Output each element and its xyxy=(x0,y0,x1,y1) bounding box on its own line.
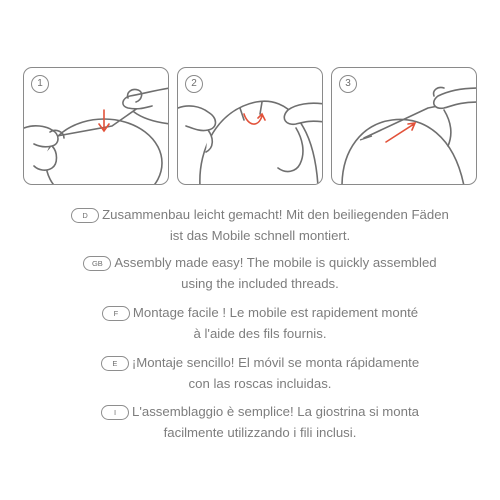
disc-shape xyxy=(342,120,464,185)
instruction-line: Assembly made easy! The mobile is quickly assembled xyxy=(114,255,437,270)
right-hand xyxy=(123,88,169,124)
instruction-line: facilmente utilizzando i fili inclusi. xyxy=(163,425,357,440)
instruction-line: à l'aide des fils fournis. xyxy=(193,326,327,341)
lang-block-de xyxy=(40,204,480,246)
left-hand xyxy=(178,106,216,152)
instruction-line: Zusammenbau leicht gemacht! Mit den beiliegenden Fäden xyxy=(102,207,449,222)
instruction-line: L'assemblaggio è semplice! La giostrina si monta xyxy=(132,404,419,419)
lang-badge-fr: F xyxy=(102,306,130,321)
instruction-line: ¡Montaje sencillo! El móvil se monta rápidamente xyxy=(131,355,420,370)
step-number: 3 xyxy=(339,75,357,93)
lang-block-es xyxy=(40,352,480,394)
left-hand xyxy=(24,126,58,170)
instruction-line: ist das Mobile schnell montiert. xyxy=(169,228,351,243)
lang-badge-es: E xyxy=(101,356,129,371)
lang-badge-de: D xyxy=(71,208,99,223)
lang-block-fr xyxy=(40,302,480,344)
step-panel-2 xyxy=(177,67,323,185)
step-number: 2 xyxy=(185,75,203,93)
instruction-line: Montage facile ! Le mobile est rapidement monté xyxy=(132,305,419,320)
lang-block-it xyxy=(40,401,480,443)
step-panel-1 xyxy=(23,67,169,185)
instruction-line: using the included threads. xyxy=(181,276,339,291)
instruction-line: con las roscas incluidas. xyxy=(188,376,332,391)
step-panel-3 xyxy=(331,67,477,185)
step-number: 1 xyxy=(31,75,49,93)
lang-badge-it: I xyxy=(101,405,129,420)
lang-block-gb xyxy=(40,252,480,294)
lang-badge-gb: GB xyxy=(83,256,111,271)
